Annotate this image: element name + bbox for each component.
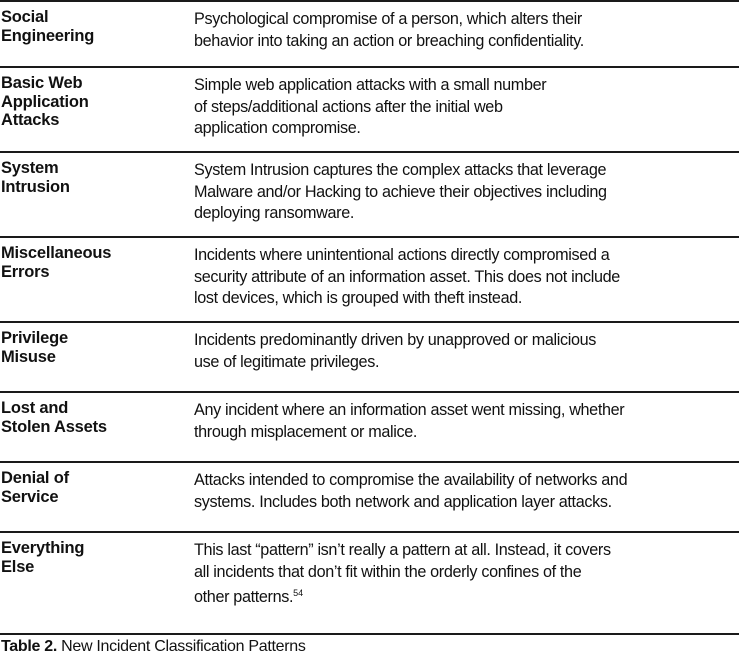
pattern-description: Incidents predominantly driven by unapproved or malicious use of legitimate privileges. — [194, 331, 597, 371]
footnote-marker: 54 — [293, 588, 304, 598]
pattern-description: System Intrusion captures the complex attacks that leverage Malware and/or Hacking to achieve their objectives including deploying ransomware. — [194, 161, 607, 222]
pattern-description: Attacks intended to compromise the availability of networks and systems. Includes both network and application layer attacks. — [194, 471, 628, 511]
pattern-name: Lost and Stolen Assets — [1, 399, 107, 436]
pattern-description: Psychological compromise of a person, which alters their behavior into taking an action or breaching confidentiality. — [194, 10, 584, 50]
pattern-name: Basic Web Application Attacks — [1, 74, 89, 129]
pattern-name: Miscellaneous Errors — [1, 244, 112, 281]
table-row — [0, 0, 739, 50]
table-caption — [1, 638, 306, 656]
pattern-name: Social Engineering — [1, 8, 95, 45]
pattern-description: Incidents where unintentional actions directly compromised a security attribute of an information asset. This does not include lost devices, which is grouped with theft instead. — [194, 246, 620, 307]
pattern-name: Denial of Service — [1, 469, 69, 506]
caption-divider — [0, 633, 739, 635]
pattern-description: Simple web application attacks with a small number of steps/additional actions after the initial web application compromise. — [194, 76, 547, 137]
table-row — [0, 236, 739, 307]
table-row — [0, 531, 739, 606]
table-row — [0, 321, 739, 371]
pattern-description — [194, 540, 611, 609]
table-row — [0, 66, 739, 137]
caption-text: New Incident Classification Patterns — [61, 638, 306, 655]
table-row — [0, 461, 739, 511]
pattern-description-text: This last “pattern” isn’t really a pattern at all. Instead, it covers all incidents that don’t fit within the orderly confines of the other patterns. — [194, 541, 611, 606]
pattern-name: System Intrusion — [1, 159, 70, 196]
table-row — [0, 391, 739, 441]
table-row — [0, 151, 739, 222]
pattern-description: Any incident where an information asset went missing, whether through misplacement or malice. — [194, 401, 625, 441]
pattern-name: Everything Else — [1, 539, 85, 576]
caption-label: Table 2. — [1, 638, 57, 655]
pattern-name: Privilege Misuse — [1, 329, 68, 366]
